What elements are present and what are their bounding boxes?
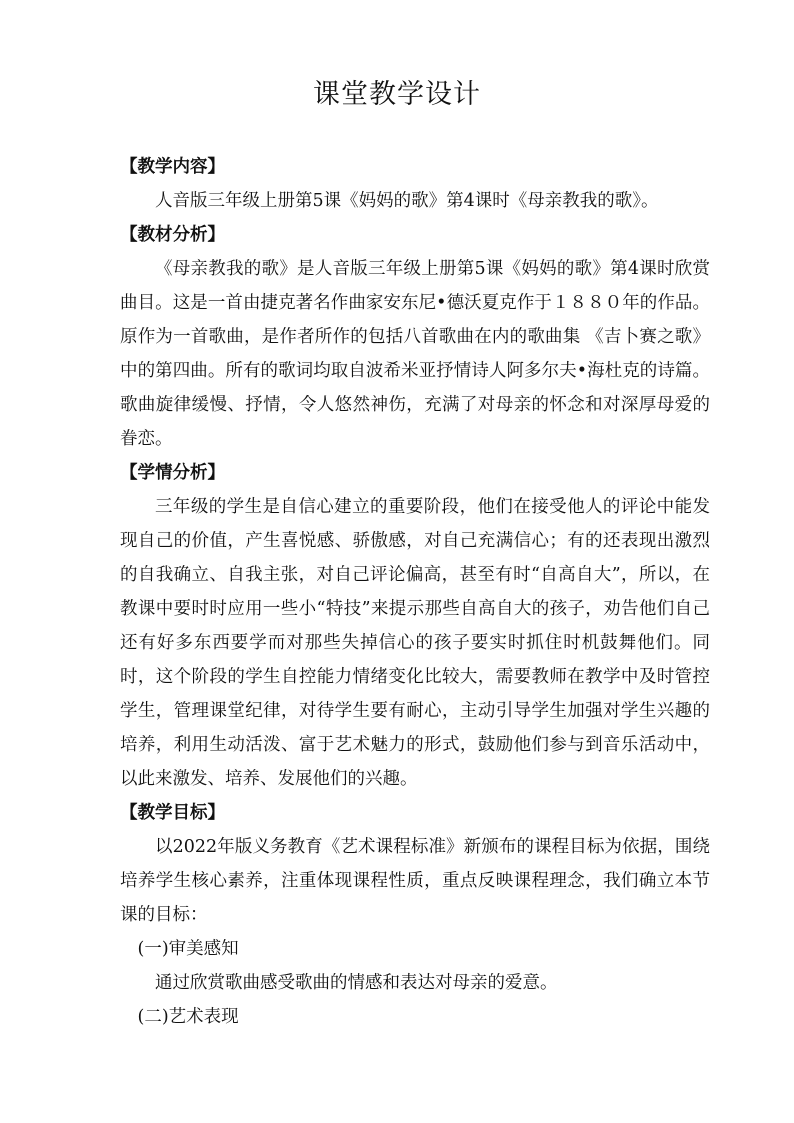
- goal-label: (一)审美感知: [137, 939, 239, 959]
- paragraph: 三年级的学生是自信心建立的重要阶段，他们在接受他人的评论中能发现自己的价值，产生喜悦感、骄傲感，对自己充满信心；有的还表现出激烈的自我确立、自我主张，对自己评论偏高，甚至有时“自高自大”，所以，在教课中要时时应用一些小“特技”来提示那些自高自大的孩子，劝告他们自己还有好多东西要学而对那些失掉信心的孩子要实时抓住时机鼓舞他们。同时，这个阶段的学生自控能力情绪变化比较大，需要教师在教学中及时管控学生，管理课堂纪律，对待学生要有耐心，主动引导学生加强对学生兴趣的培养，利用生动活泼、富于艺术魅力的形式，鼓励他们参与到音乐活动中，以此来激发、培养、发展他们的兴趣。: [120, 497, 710, 789]
- section-teaching-goals: [120, 796, 710, 1034]
- section-heading: 【教材分析】: [120, 225, 225, 245]
- section-student-analysis: [120, 456, 710, 796]
- section-heading: 【学情分析】: [120, 463, 225, 483]
- paragraph: 以2022年版义务教育《艺术课程标准》新颁布的课程目标为依据，围绕培养学生核心素养，注重体现课程性质，重点反映课程理念，我们确立本节课的目标：: [120, 837, 710, 925]
- paragraph: 人音版三年级上册第5课《妈妈的歌》第4课时《母亲教我的歌》。: [155, 191, 659, 211]
- document-body: [120, 150, 710, 1034]
- paragraph: 《母亲教我的歌》是人音版三年级上册第5课《妈妈的歌》第4课时欣赏曲目。这是一首由捷克著名作曲家安东尼•德沃夏克作于１８８０年的作品。原作为一首歌曲，是作者所作的包括八首歌曲在内的歌曲集 《吉卜赛之歌》中的第四曲。所有的歌词均取自波希米亚抒情诗人阿多尔夫•海杜克的诗篇。歌曲旋律缓慢、抒情，令人悠然神伤，充满了对母亲的怀念和对深厚母爱的眷恋。: [120, 259, 710, 449]
- goal-text: 通过欣赏歌曲感受歌曲的情感和表达对母亲的爱意。: [155, 973, 558, 993]
- document-title: 课堂教学设计: [313, 79, 481, 110]
- section-material-analysis: [120, 218, 710, 456]
- section-teaching-content: [120, 150, 710, 218]
- section-heading: 【教学目标】: [120, 803, 225, 823]
- section-heading: 【教学内容】: [120, 157, 225, 177]
- goal-label: (二)艺术表现: [137, 1007, 239, 1027]
